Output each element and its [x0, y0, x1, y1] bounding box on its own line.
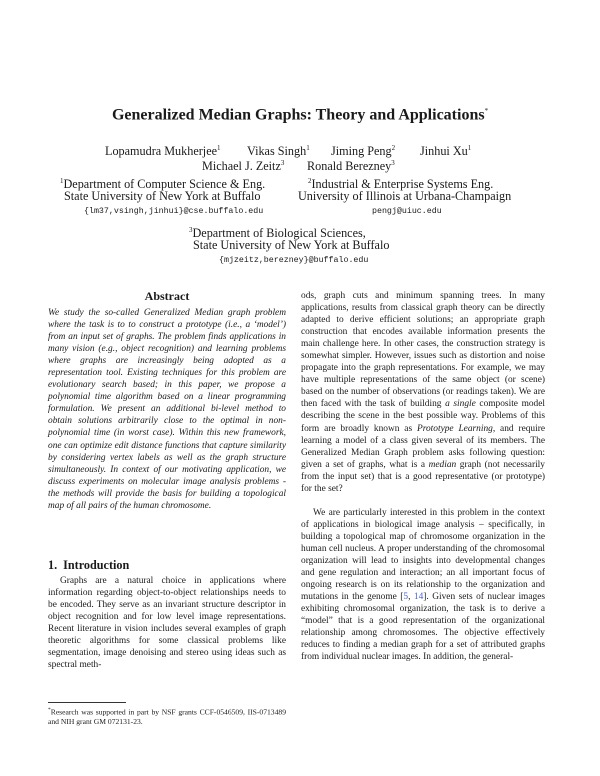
affiliation-2-institution: University of Illinois at Urbana-Champaign — [298, 189, 512, 203]
citation-link-14[interactable]: 14 — [413, 592, 424, 603]
affiliation-2-email: pengj@uiuc.edu — [372, 207, 442, 216]
affiliation-1-dept: $^1$Department of Computer Science & Eng. — [60, 177, 266, 192]
footnote-rule — [48, 702, 126, 703]
footnote: *Research was supported in part by NSF grants CCF-0546509, IIS-0713489 and NIH grant GM 072131-23. — [48, 707, 286, 727]
affiliation-3-dept: $^3$Department of Biological Sciences, — [189, 226, 366, 241]
affiliation-2-dept: $^2$Industrial & Enterprise Systems Eng. — [308, 177, 494, 192]
citation-link-5[interactable]: 5 — [403, 592, 409, 603]
author-2: Vikas Singh$^1$ — [247, 144, 310, 159]
author-6: Ronald Berezney$^3$ — [307, 159, 395, 174]
abstract-text: We study the so-called Generalized Median graph problem where the task is to to construct a prototype (i.e., a ‘model’) from an input set of graphs. The problem finds applications in many vision (e.g., object recognition) and learning problems where graphs are increasingly being adopted as a representation tool. Existing techniques for this problem are evolutionary search based; in this paper, we propose a polynomial time algorithm based on a linear programming formulation. We present an additional bi-level method to obtain solutions arbitrarily close to the optimal in non-polynomial time (in worst case). Within this new framework, one can optimize edit distance functions that capture similarity by considering vertex labels as well as the graph structure simultaneously. In context of our motivating application, we discuss experiments on molecular image analysis problems - the methods will provide the basis for building a topological map of all pairs of the human chromosome. — [48, 308, 286, 511]
author-4: Jinhui Xu$^1$ — [420, 144, 472, 159]
intro-paragraph-2: We are particularly interested in this problem in the context of applications in biological image analysis – specifically, in building a topological map of chromosome organization in the human cell nucleus. A proper understanding of the chromosomal organization will lead to insights into developmental changes and gene regulation and interaction; an all important focus of ongoing research is on its relationship to the organization and mutations in the genome [5, 14]. Given sets of nuclear images exhibiting chromosomal organization, the task is to derive a “model” that is a good representation of the organizational relationship among chromosomes. The objective effectively reduces to finding a median graph for a set of attributed graphs from individual nuclear images. In addition, the general- — [301, 507, 546, 663]
section-heading-introduction: 1. Introduction — [48, 558, 130, 572]
affiliation-3-institution: State University of New York at Buffalo — [193, 238, 390, 252]
abstract-heading: Abstract — [144, 289, 190, 303]
right-column — [301, 290, 545, 663]
introduction-text: Graphs are a natural choice in applications where information regarding object-to-object relationships needs to be encoded. They serve as an invariant structure descriptor in object recognition and for low level image representations. Recent literature in vision includes several examples of graph theoretic algorithms for some classical problems like segmentation, image denoising and stereo using ideas such as spectral meth- — [48, 576, 286, 671]
affiliation-1-institution: State University of New York at Buffalo — [64, 189, 261, 203]
author-1: Lopamudra Mukherjee$^1$ — [105, 144, 221, 159]
intro-paragraph-continued: ods, graph cuts and minimum spanning trees. In many applications, results from classical graph theory can be directly adapted to derive efficient solutions; an appropriate graph construction that encodes available information presents the main challenge here. In other cases, the construction strategy is somewhat simpler. However, issues such as distortion and noise propagate into the graph representations. For example, we may have multiple representations of the same object (or scene) based on the number of observations (or readings taken). We are then faced with the task of building a single composite model describing the scene in the best possible way. Problems of this form are broadly known as Prototype Learning, and require learning a model of a class given several of its members. The Generalized Median Graph problem asks following question: given a set of graphs, what is a median graph (not necessarily from the input set) that is a good representative (or prototype) for the set? — [301, 291, 546, 494]
paper-title: Generalized Median Graphs: Theory and Applications* — [111, 106, 489, 124]
author-5: Michael J. Zeitz$^3$ — [202, 159, 285, 174]
author-3: Jiming Peng$^2$ — [331, 144, 396, 159]
title-footnote-mark: * — [484, 107, 489, 115]
affiliation-3-email: {mjzeitz,berezney}@buffalo.edu — [219, 256, 369, 265]
affiliation-1-email: {lm37,vsingh,jinhui}@cse.buffalo.edu — [84, 207, 264, 216]
